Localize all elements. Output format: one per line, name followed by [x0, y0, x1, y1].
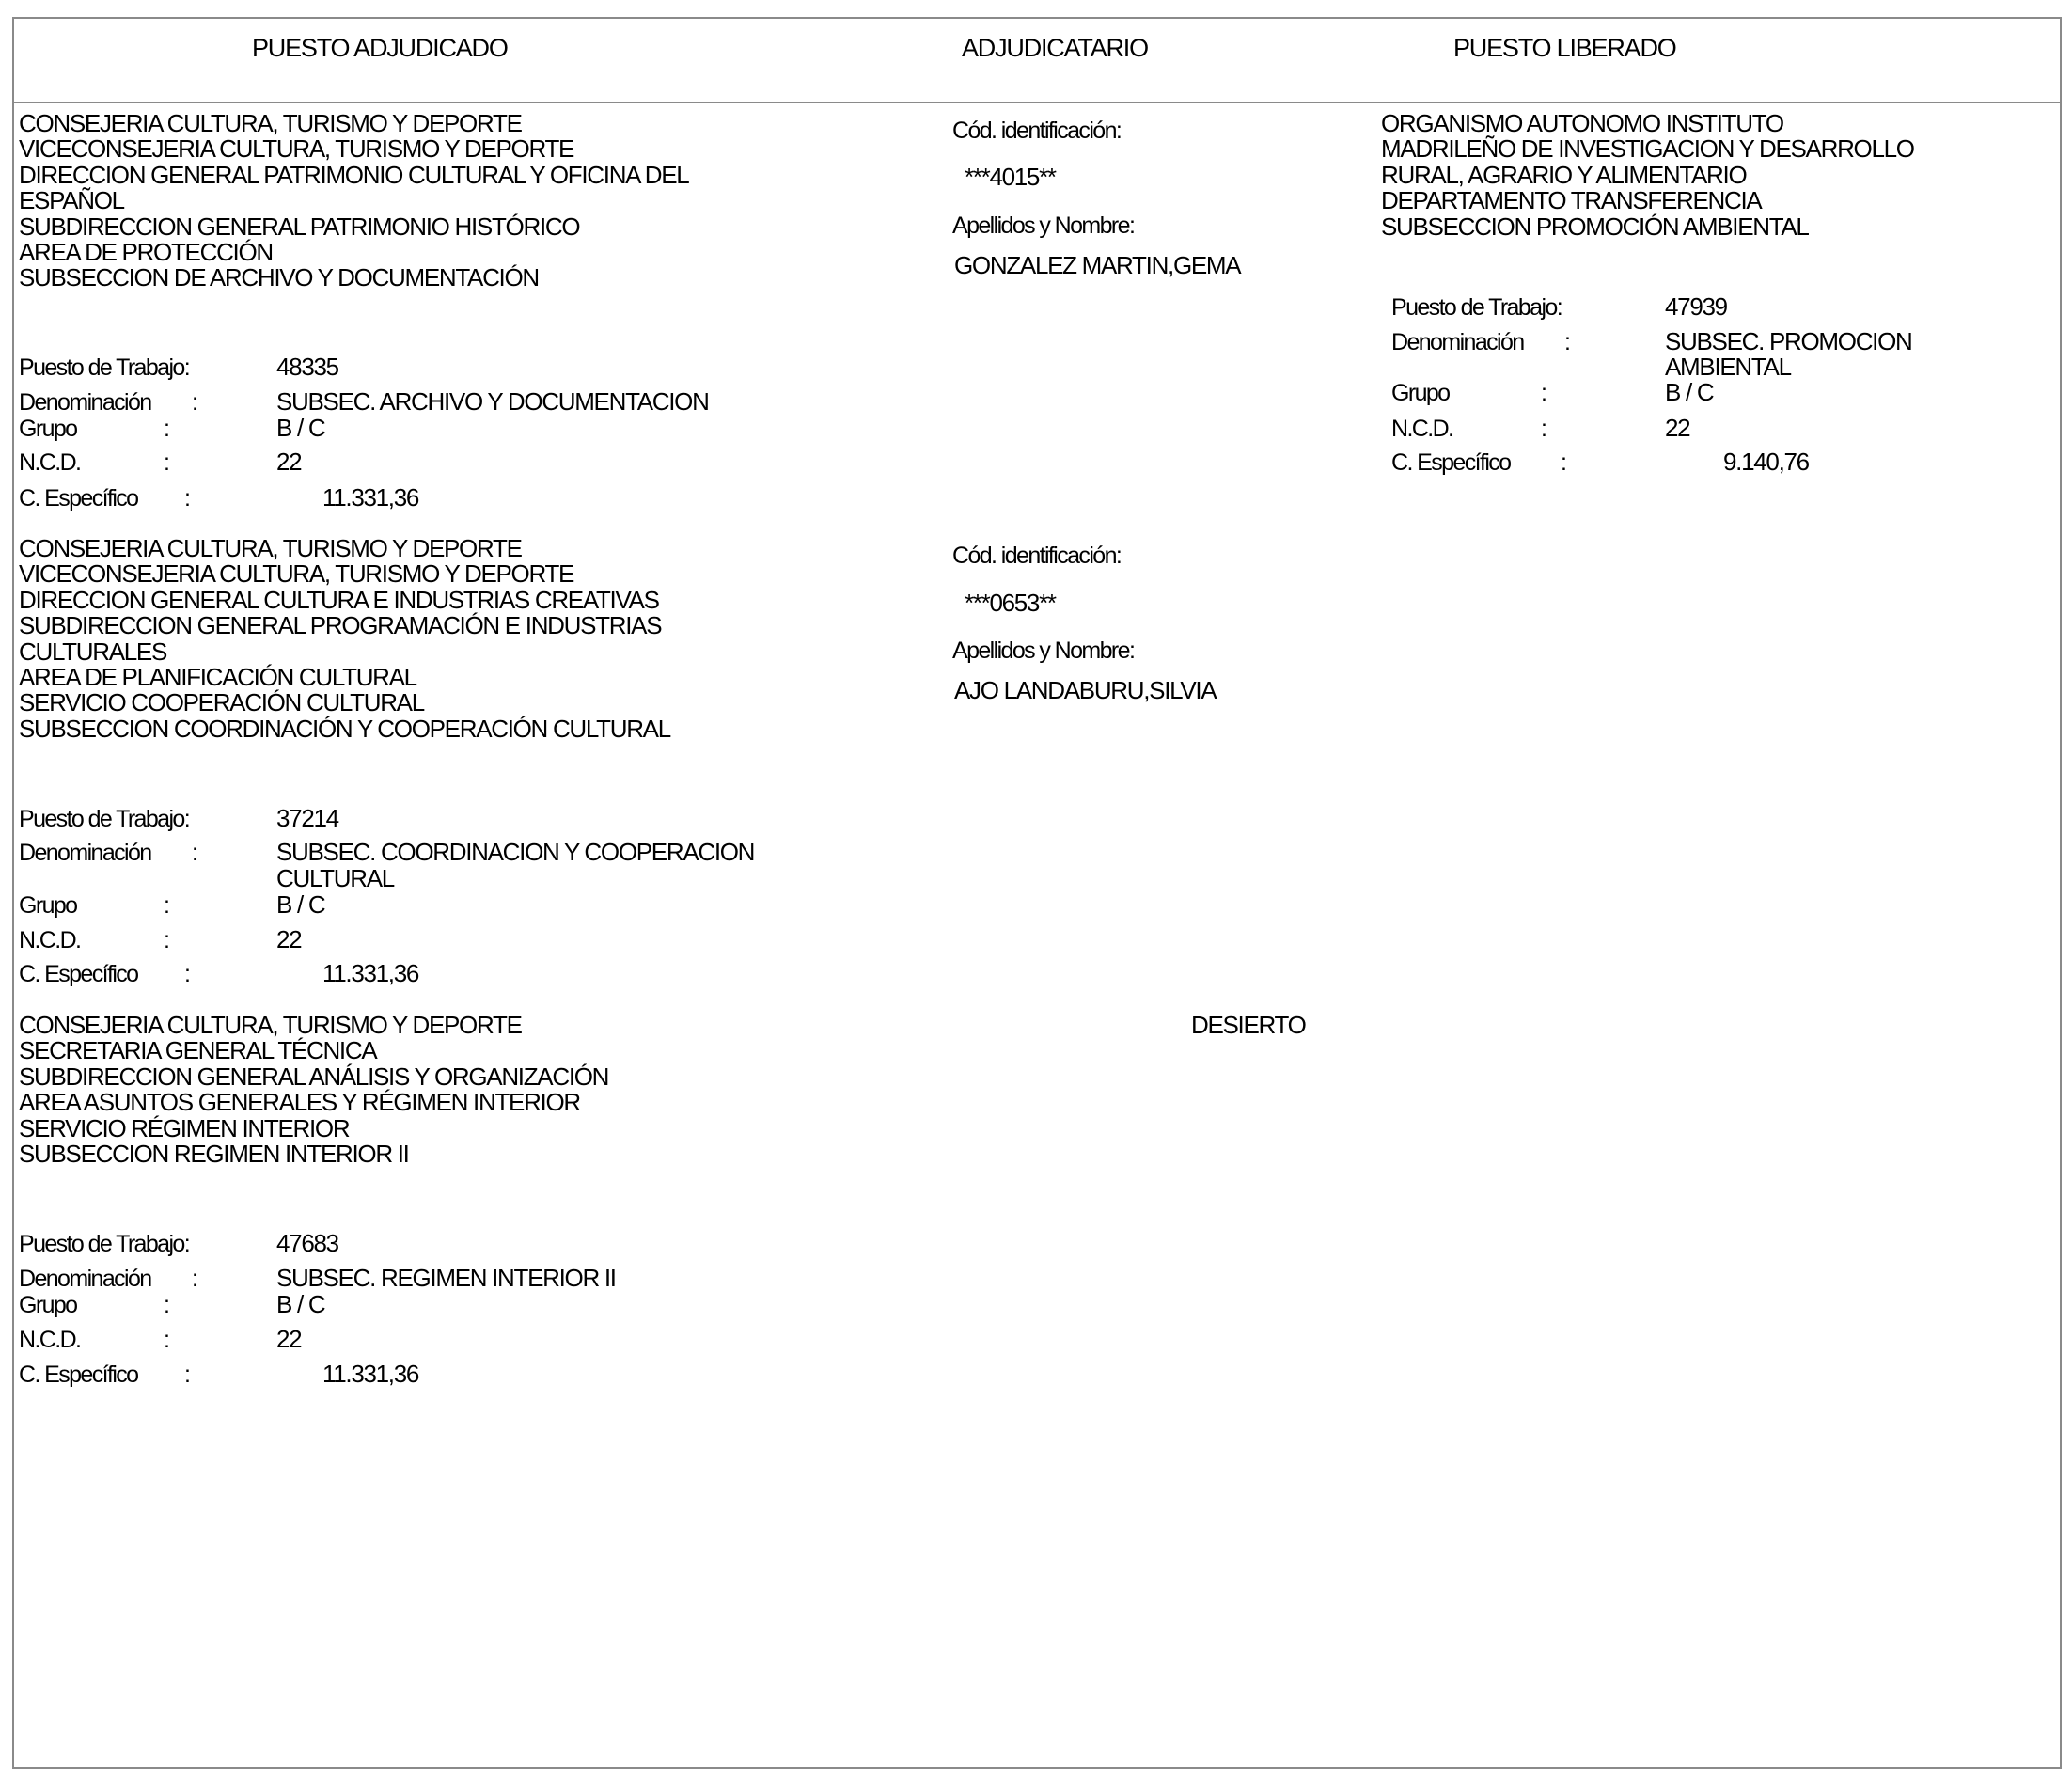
entry-3-organization [19, 1013, 608, 1167]
header-divider [12, 102, 2062, 103]
org-line: SUBSECCION REGIMEN INTERIOR II [19, 1139, 409, 1168]
org-line: SUBDIRECCION GENERAL PROGRAMACIÓN E INDUSTRIAS [19, 611, 662, 640]
grupo-label: Grupo [19, 892, 77, 919]
colon: : [164, 1292, 169, 1318]
org-line: MADRILEÑO DE INVESTIGACION Y DESARROLLO [1381, 134, 1914, 164]
c-especifico-value: 9.140,76 [1723, 448, 1809, 476]
colon: : [1541, 380, 1546, 406]
denominacion-label: Denominación [1391, 329, 1524, 355]
grupo-label: Grupo [1391, 380, 1450, 406]
apellidos-nombre-value: GONZALEZ MARTIN,GEMA [954, 251, 1241, 279]
org-line: DIRECCION GENERAL CULTURA E INDUSTRIAS CREATIVAS [19, 585, 659, 614]
ncd-label: N.C.D. [19, 927, 81, 953]
denominacion-value-cont: AMBIENTAL [1665, 353, 1791, 381]
colon: : [164, 927, 169, 953]
colon: : [192, 389, 197, 416]
ncd-label: N.C.D. [19, 449, 81, 476]
grupo-value: B / C [276, 414, 325, 442]
org-line: CONSEJERIA CULTURA, TURISMO Y DEPORTE [19, 109, 522, 137]
colon: : [164, 449, 169, 476]
colon: : [164, 892, 169, 919]
grupo-value: B / C [276, 890, 325, 919]
ncd-value: 22 [1665, 414, 1690, 442]
ncd-value: 22 [276, 1325, 302, 1353]
puesto-value: 37214 [276, 804, 338, 832]
org-line: SUBDIRECCION GENERAL ANÁLISIS Y ORGANIZACIÓN [19, 1062, 609, 1091]
ncd-label: N.C.D. [19, 1327, 81, 1353]
org-line: SUBSECCION PROMOCIÓN AMBIENTAL [1381, 212, 1809, 241]
apellidos-nombre-value: AJO LANDABURU,SILVIA [954, 676, 1217, 704]
org-line: AREA DE PLANIFICACIÓN CULTURAL [19, 662, 416, 691]
puesto-label: Puesto de Trabajo: [1391, 294, 1562, 321]
grupo-label: Grupo [19, 1292, 77, 1318]
denominacion-label: Denominación [19, 389, 151, 416]
denominacion-value: SUBSEC. REGIMEN INTERIOR II [276, 1264, 616, 1292]
puesto-label: Puesto de Trabajo: [19, 806, 190, 832]
puesto-label: Puesto de Trabajo: [19, 354, 190, 381]
org-line: SERVICIO COOPERACIÓN CULTURAL [19, 688, 424, 717]
org-line: ORGANISMO AUTONOMO INSTITUTO [1381, 109, 1783, 137]
entry-2-organization [19, 536, 670, 742]
denominacion-label: Denominación [19, 1266, 151, 1292]
denominacion-value: SUBSEC. COORDINACION Y COOPERACION [276, 838, 755, 866]
org-line: SECRETARIA GENERAL TÉCNICA [19, 1036, 377, 1065]
grupo-value: B / C [276, 1290, 325, 1318]
grupo-label: Grupo [19, 416, 77, 442]
cod-identificacion-value: ***4015** [965, 163, 1056, 191]
puesto-value: 48335 [276, 353, 338, 381]
c-especifico-label: C. Específico [1391, 449, 1511, 476]
apellidos-nombre-label: Apellidos y Nombre: [952, 638, 1135, 664]
c-especifico-value: 11.331,36 [322, 1360, 419, 1388]
colon: : [192, 840, 197, 866]
colon: : [184, 961, 190, 987]
colon: : [184, 1362, 190, 1388]
denominacion-value: SUBSEC. ARCHIVO Y DOCUMENTACION [276, 387, 709, 416]
header-adjudicatario: ADJUDICATARIO [962, 34, 1148, 62]
org-line: SUBSECCION DE ARCHIVO Y DOCUMENTACIÓN [19, 263, 539, 292]
c-especifico-label: C. Específico [19, 1362, 138, 1388]
cod-identificacion-label: Cód. identificación: [952, 543, 1122, 569]
org-line: VICECONSEJERIA CULTURA, TURISMO Y DEPORTE [19, 134, 574, 164]
ncd-value: 22 [276, 925, 302, 953]
denominacion-value-cont: CULTURAL [276, 864, 394, 892]
org-line: VICECONSEJERIA CULTURA, TURISMO Y DEPORTE [19, 559, 574, 589]
colon: : [192, 1266, 197, 1292]
org-line: AREA DE PROTECCIÓN [19, 237, 273, 266]
org-line: AREA ASUNTOS GENERALES Y RÉGIMEN INTERIOR [19, 1088, 580, 1117]
org-line: DEPARTAMENTO TRANSFERENCIA [1381, 186, 1762, 215]
header-puesto-adjudicado: PUESTO ADJUDICADO [252, 34, 508, 62]
status-desierto: DESIERTO [1191, 1011, 1306, 1039]
org-line: CONSEJERIA CULTURA, TURISMO Y DEPORTE [19, 534, 522, 562]
denominacion-value: SUBSEC. PROMOCION [1665, 327, 1912, 355]
ncd-label: N.C.D. [1391, 416, 1453, 442]
apellidos-nombre-label: Apellidos y Nombre: [952, 213, 1135, 239]
puesto-label: Puesto de Trabajo: [19, 1231, 190, 1257]
org-line: RURAL, AGRARIO Y ALIMENTARIO [1381, 160, 1747, 189]
c-especifico-label: C. Específico [19, 485, 138, 512]
org-line: DIRECCION GENERAL PATRIMONIO CULTURAL Y OFICINA DEL [19, 160, 689, 189]
colon: : [164, 416, 169, 442]
colon: : [1564, 329, 1570, 355]
header-puesto-liberado: PUESTO LIBERADO [1453, 34, 1676, 62]
puesto-value: 47939 [1665, 292, 1727, 321]
colon: : [1541, 416, 1546, 442]
puesto-value: 47683 [276, 1229, 338, 1257]
org-line: SERVICIO RÉGIMEN INTERIOR [19, 1113, 350, 1142]
org-line: SUBDIRECCION GENERAL PATRIMONIO HISTÓRICO [19, 212, 580, 241]
c-especifico-value: 11.331,36 [322, 483, 419, 512]
liberado-organization [1381, 111, 1914, 240]
colon: : [1561, 449, 1566, 476]
c-especifico-value: 11.331,36 [322, 959, 419, 987]
org-line: CULTURALES [19, 637, 167, 666]
grupo-value: B / C [1665, 378, 1714, 406]
c-especifico-label: C. Específico [19, 961, 138, 987]
cod-identificacion-label: Cód. identificación: [952, 118, 1122, 144]
org-line: ESPAÑOL [19, 186, 124, 215]
org-line: SUBSECCION COORDINACIÓN Y COOPERACIÓN CULTURAL [19, 714, 670, 743]
colon: : [184, 485, 190, 512]
colon: : [164, 1327, 169, 1353]
cod-identificacion-value: ***0653** [965, 589, 1056, 617]
org-line: CONSEJERIA CULTURA, TURISMO Y DEPORTE [19, 1011, 522, 1039]
ncd-value: 22 [276, 448, 302, 476]
denominacion-label: Denominación [19, 840, 151, 866]
entry-1-organization [19, 111, 688, 291]
